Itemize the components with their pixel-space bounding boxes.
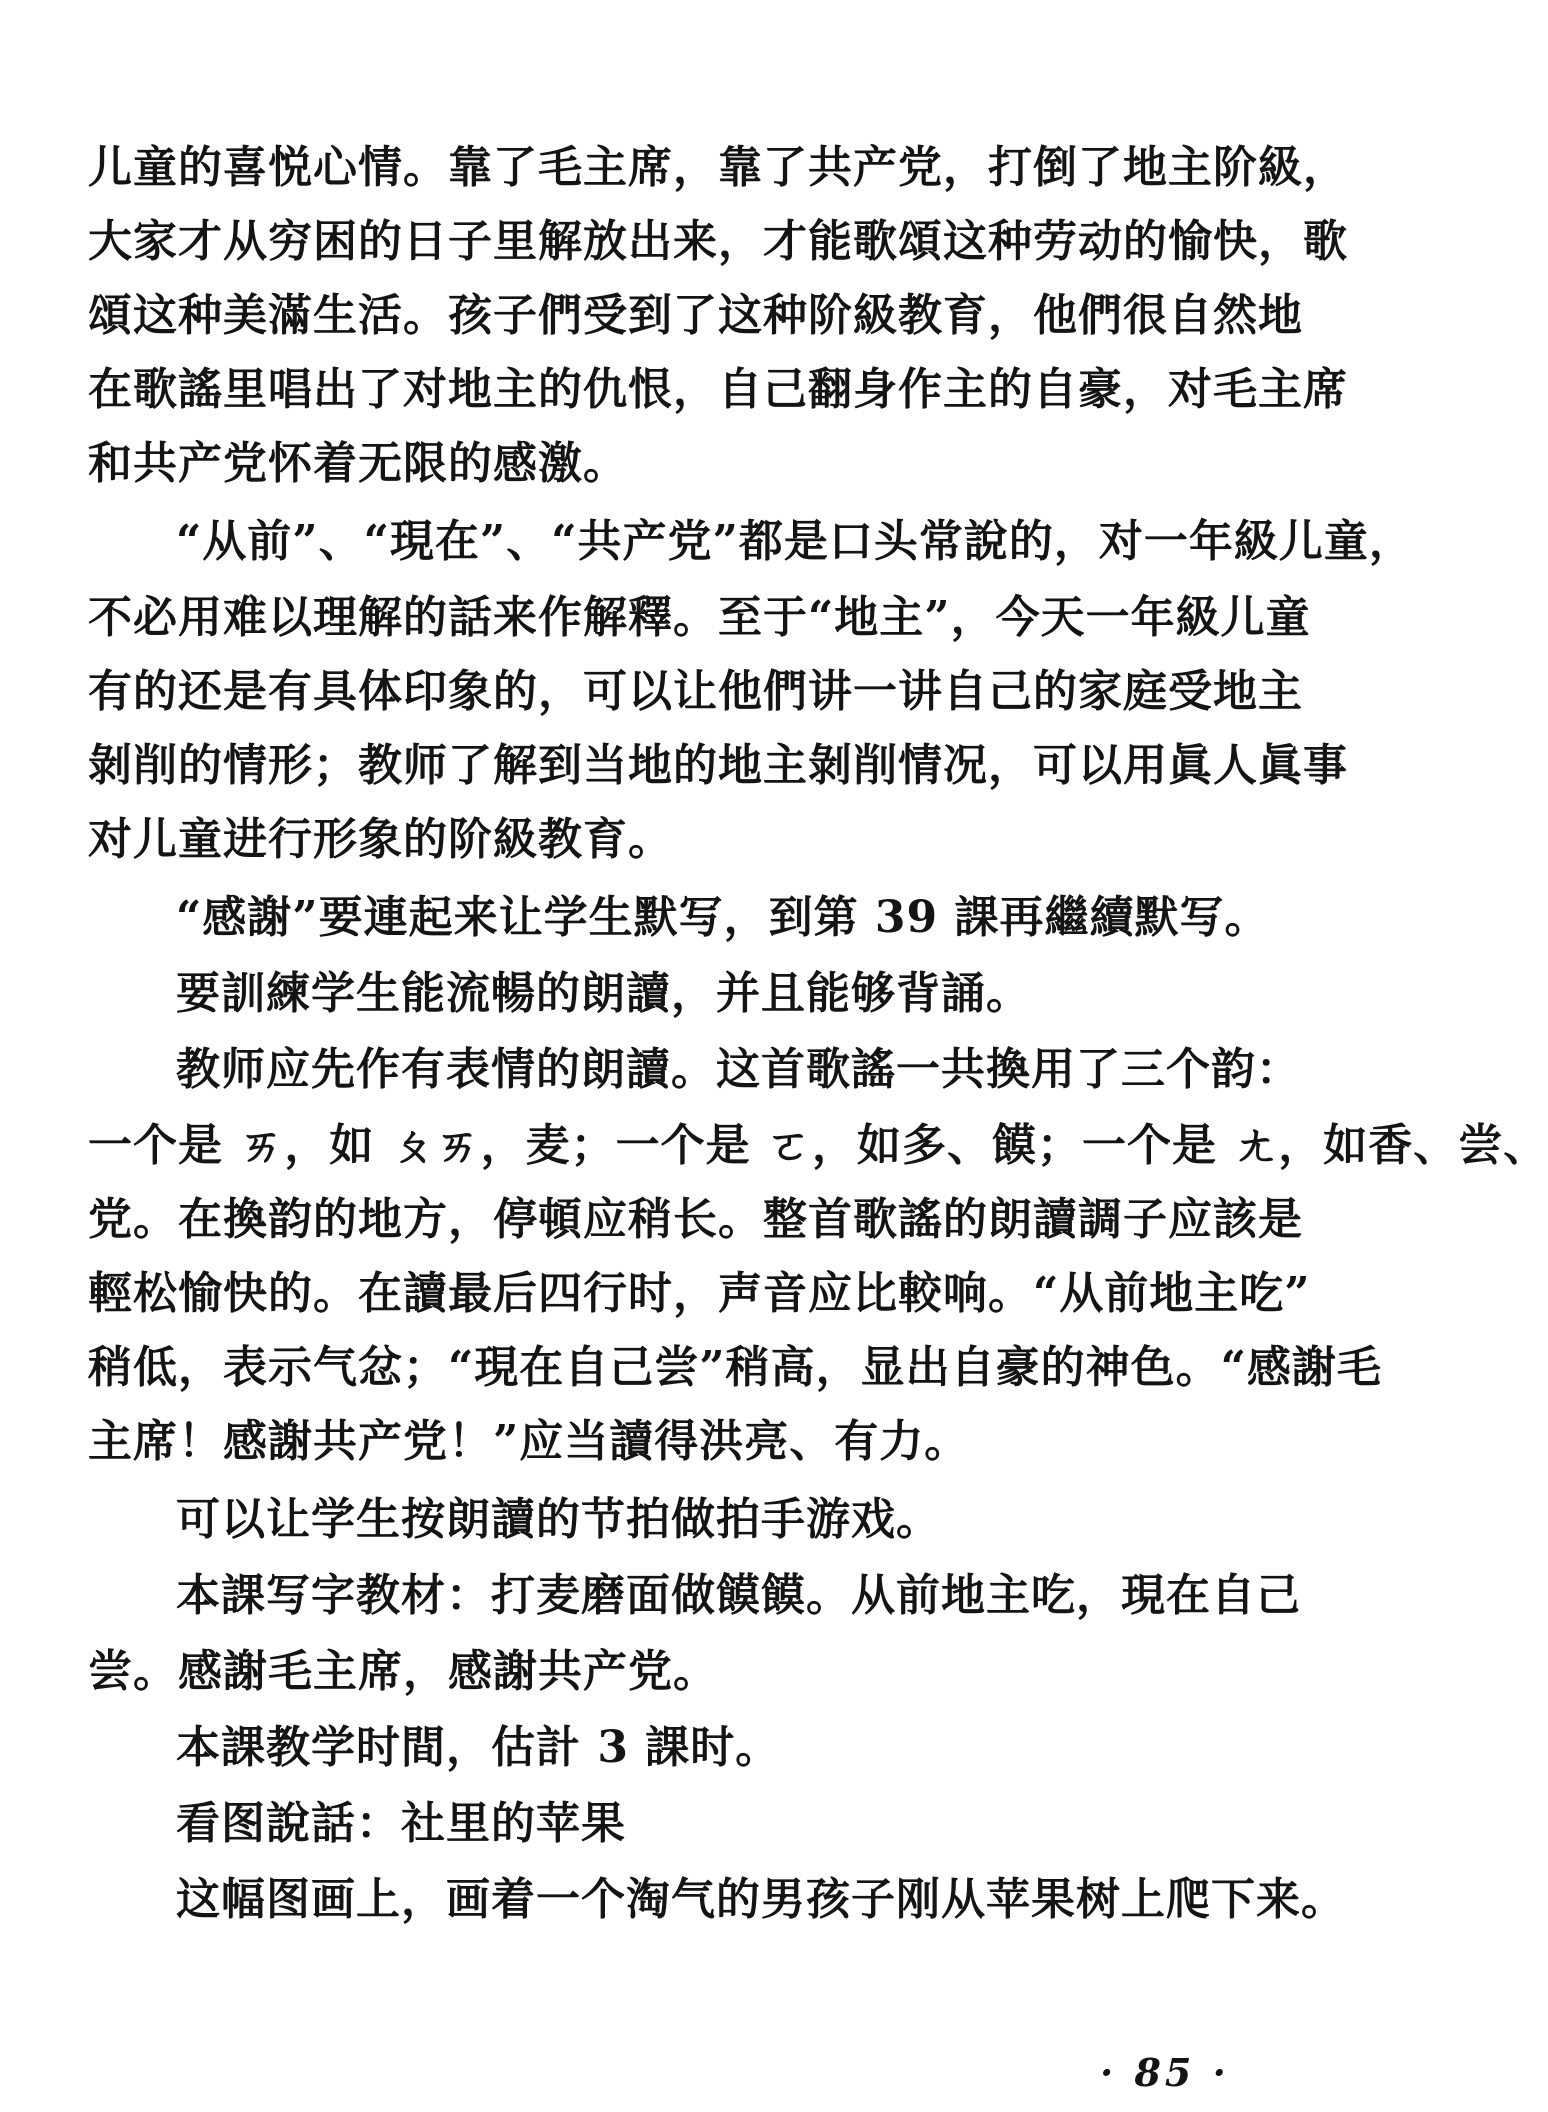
text-line: 教师应先作有表情的朗讀。这首歌謠一共換用了三个韵： (176, 1044, 1301, 1095)
page-number: · 85 · (1100, 2050, 1230, 2095)
text-line: 有的还是有具体印象的，可以让他們讲一讲自己的家庭受地主 (88, 666, 1303, 717)
text-line: 尝。感謝毛主席，感謝共产党。 (88, 1646, 718, 1697)
text-line: 对儿童进行形象的阶級教育。 (88, 814, 673, 865)
text-line: 頌这种美滿生活。孩子們受到了这种阶級教育，他們很自然地 (88, 290, 1303, 341)
text-line: 大家才从穷困的日子里解放出来，才能歌頌这种劳动的愉快，歌 (88, 216, 1348, 267)
text-line: 在歌謠里唱出了对地主的仇恨，自己翻身作主的自豪，对毛主席 (88, 364, 1348, 415)
text-line: 要訓練学生能流暢的朗讀，并且能够背誦。 (176, 968, 1031, 1019)
text-line: 主席！感謝共产党！”应当讀得洪亮、有力。 (88, 1416, 970, 1467)
text-line: 輕松愉快的。在讀最后四行时，声音应比較响。“从前地主吃” (88, 1268, 1311, 1319)
text-line: 这幅图画上，画着一个淘气的男孩子刚从苹果树上爬下来。 (176, 1874, 1346, 1925)
text-line: 本課写字教材：打麦磨面做饃饃。从前地主吃，現在自己 (176, 1570, 1301, 1621)
text-line: 党。在換韵的地方，停頓应稍长。整首歌謠的朗讀調子应該是 (88, 1194, 1303, 1245)
text-line: 可以让学生按朗讀的节拍做拍手游戏。 (176, 1494, 941, 1545)
text-line: 本課教学时間，估計 3 課时。 (176, 1722, 781, 1773)
text-line: 看图說話：社里的苹果 (176, 1798, 626, 1849)
text-line: “感謝”要連起来让学生默写，到第 39 課再繼續默写。 (176, 892, 1270, 943)
text-line: 稍低，表示气忿；“現在自己尝”稍高，显出自豪的神色。“感謝毛 (88, 1342, 1382, 1393)
text-line: 一个是 ㄞ，如 ㄆㄞ，麦；一个是 ㄛ，如多、饃；一个是 ㄤ，如香、尝、 (88, 1120, 1548, 1171)
text-line: 剝削的情形；教师了解到当地的地主剝削情况，可以用眞人眞事 (88, 740, 1348, 791)
text-line: 儿童的喜悦心情。靠了毛主席，靠了共产党，打倒了地主阶級， (88, 142, 1348, 193)
text-line: 和共产党怀着无限的感激。 (88, 438, 628, 489)
text-line: “从前”、“現在”、“共产党”都是口头常說的，对一年級儿童， (176, 516, 1414, 567)
text-line: 不必用难以理解的話来作解釋。至于“地主”，今天一年級儿童 (88, 592, 1311, 643)
